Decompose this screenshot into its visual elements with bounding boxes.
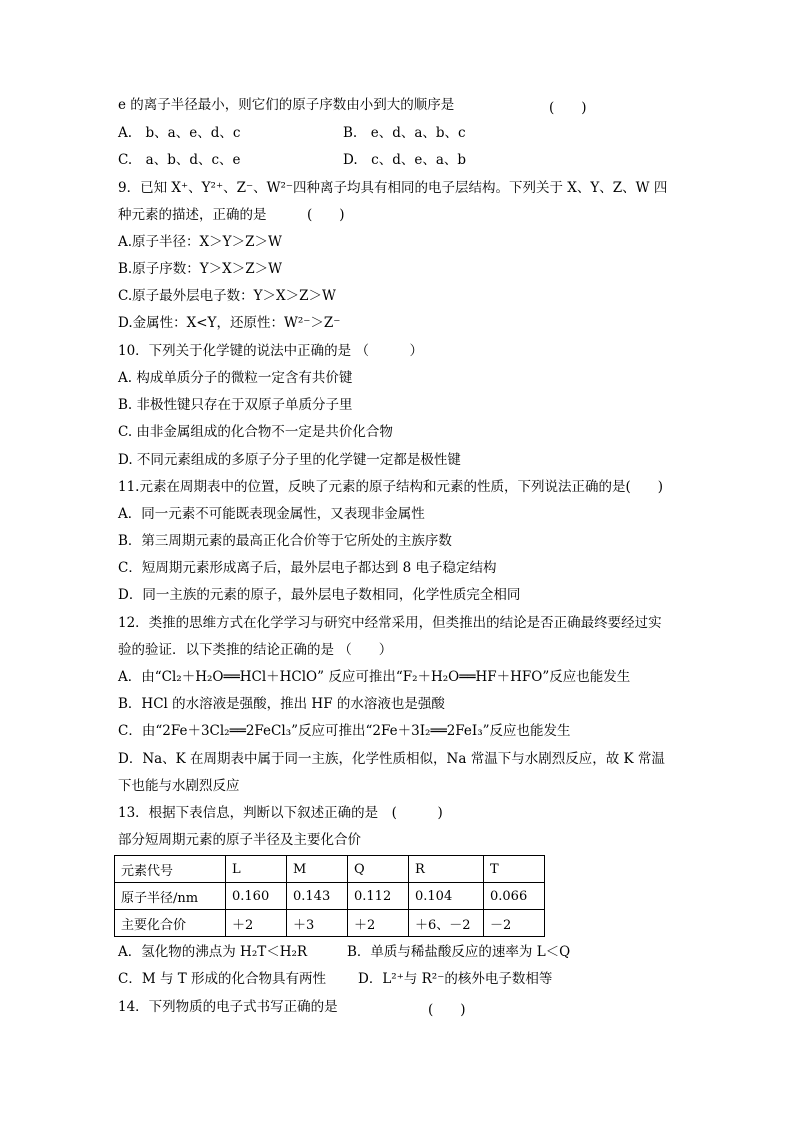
q12-stem-line2: 验的验证．以下类推的结论正确的是 （ ）: [118, 642, 393, 658]
q12-option-a: A．由“Cl₂＋H₂O══HCl＋HClO” 反应可推出“F₂＋H₂O══HF＋HFO”反应也能发生: [118, 669, 631, 685]
table-cell: 0.112: [348, 883, 409, 910]
q13-table-title: 部分短周期元素的原子半径及主要化合价: [118, 832, 361, 848]
table-cell: 0.160: [226, 883, 287, 910]
element-data-table: [114, 855, 545, 937]
table-row-header: 原子半径/nm: [115, 883, 226, 910]
table-cell: L: [226, 856, 287, 883]
q12-option-d-line1: D．Na、K 在周期表中属于同一主族，化学性质相似，Na 常温下与水剧烈反应，故 K 常温: [118, 751, 665, 767]
table-cell: ＋2: [348, 910, 409, 937]
q8-option-b: B. e、d、a、b、c: [343, 125, 466, 141]
q13-option-b: B．单质与稀盐酸反应的速率为 L＜Q: [347, 944, 571, 960]
q11-option-c: C．短周期元素形成离子后，最外层电子都达到 8 电子稳定结构: [118, 560, 497, 576]
q9-stem-line1: 9．已知 X⁺、Y²⁺、Z⁻、W²⁻四种离子均具有相同的电子层结构。下列关于 X、Y、Z、W 四: [118, 180, 668, 196]
table-row-header: 元素代号: [115, 856, 226, 883]
q9-option-b: B.原子序数：Y＞X＞Z＞W: [118, 261, 282, 277]
q11-stem: 11.元素在周期表中的位置，反映了元素的原子结构和元素的性质，下列说法正确的是( ): [118, 479, 664, 495]
q9-option-a: A.原子半径：X＞Y＞Z＞W: [118, 234, 282, 250]
table-row: [115, 910, 545, 937]
q9-option-c: C.原子最外层电子数：Y＞X＞Z＞W: [118, 288, 336, 304]
table-row: [115, 883, 545, 910]
table-row-header: 主要化合价: [115, 910, 226, 937]
q10-option-b: B. 非极性键只存在于双原子单质分子里: [118, 397, 353, 413]
q9-option-d: D.金属性：X<Y，还原性：W²⁻＞Z⁻: [118, 315, 341, 331]
table-cell: ＋2: [226, 910, 287, 937]
q9-stem-line2: 种元素的描述，正确的是 ( ): [118, 207, 345, 223]
q10-option-a: A. 构成单质分子的微粒一定含有共价键: [118, 370, 353, 386]
q8-stem: e 的离子半径最小，则它们的原子序数由小到大的顺序是: [118, 97, 455, 113]
q12-stem-line1: 12．类推的思维方式在化学学习与研究中经常采用，但类推出的结论是否正确最终要经过实: [118, 615, 662, 631]
q14-answer-paren: ( ): [428, 1002, 466, 1018]
q8-option-c: C. a、b、d、c、e: [118, 152, 241, 168]
q8-answer-paren: ( ): [549, 100, 587, 116]
table-cell: ＋6、－2: [409, 910, 484, 937]
q13-stem: 13．根据下表信息，判断以下叙述正确的是 ( ): [118, 805, 443, 821]
table-cell: R: [409, 856, 484, 883]
q13-option-d: D．L²⁺与 R²⁻的核外电子数相等: [358, 971, 553, 987]
table-cell: M: [287, 856, 348, 883]
q14-stem: 14．下列物质的电子式书写正确的是: [118, 999, 338, 1015]
q11-option-d: D．同一主族的元素的原子，最外层电子数相同，化学性质完全相同: [118, 587, 521, 603]
q10-option-c: C. 由非金属组成的化合物不一定是共价化合物: [118, 424, 393, 440]
q13-option-a: A．氢化物的沸点为 H₂T＜H₂R: [118, 944, 308, 960]
table-row: [115, 856, 545, 883]
q8-option-a: A. b、a、e、d、c: [118, 125, 241, 141]
table-cell: ＋3: [287, 910, 348, 937]
table-cell: 0.104: [409, 883, 484, 910]
table-cell: －2: [484, 910, 545, 937]
q11-option-a: A．同一元素不可能既表现金属性，又表现非金属性: [118, 506, 425, 522]
q12-option-c: C．由“2Fe＋3Cl₂══2FeCl₃”反应可推出“2Fe＋3I₂══2FeI₃”反应也能发生: [118, 723, 571, 739]
q11-option-b: B．第三周期元素的最高正化合价等于它所处的主族序数: [118, 533, 452, 549]
q12-option-b: B．HCl 的水溶液是强酸，推出 HF 的水溶液也是强酸: [118, 696, 445, 712]
q13-option-c: C．M 与 T 形成的化合物具有两性: [118, 971, 327, 987]
table-cell: Q: [348, 856, 409, 883]
q10-option-d: D. 不同元素组成的多原子分子里的化学键一定都是极性键: [118, 452, 461, 468]
q12-option-d-line2: 下也能与水剧烈反应: [118, 778, 240, 794]
table-cell: 0.143: [287, 883, 348, 910]
q10-stem: 10．下列关于化学键的说法中正确的是 （ ）: [118, 343, 423, 359]
table-cell: T: [484, 856, 545, 883]
q8-option-d: D. c、d、e、a、b: [343, 152, 467, 168]
table-cell: 0.066: [484, 883, 545, 910]
